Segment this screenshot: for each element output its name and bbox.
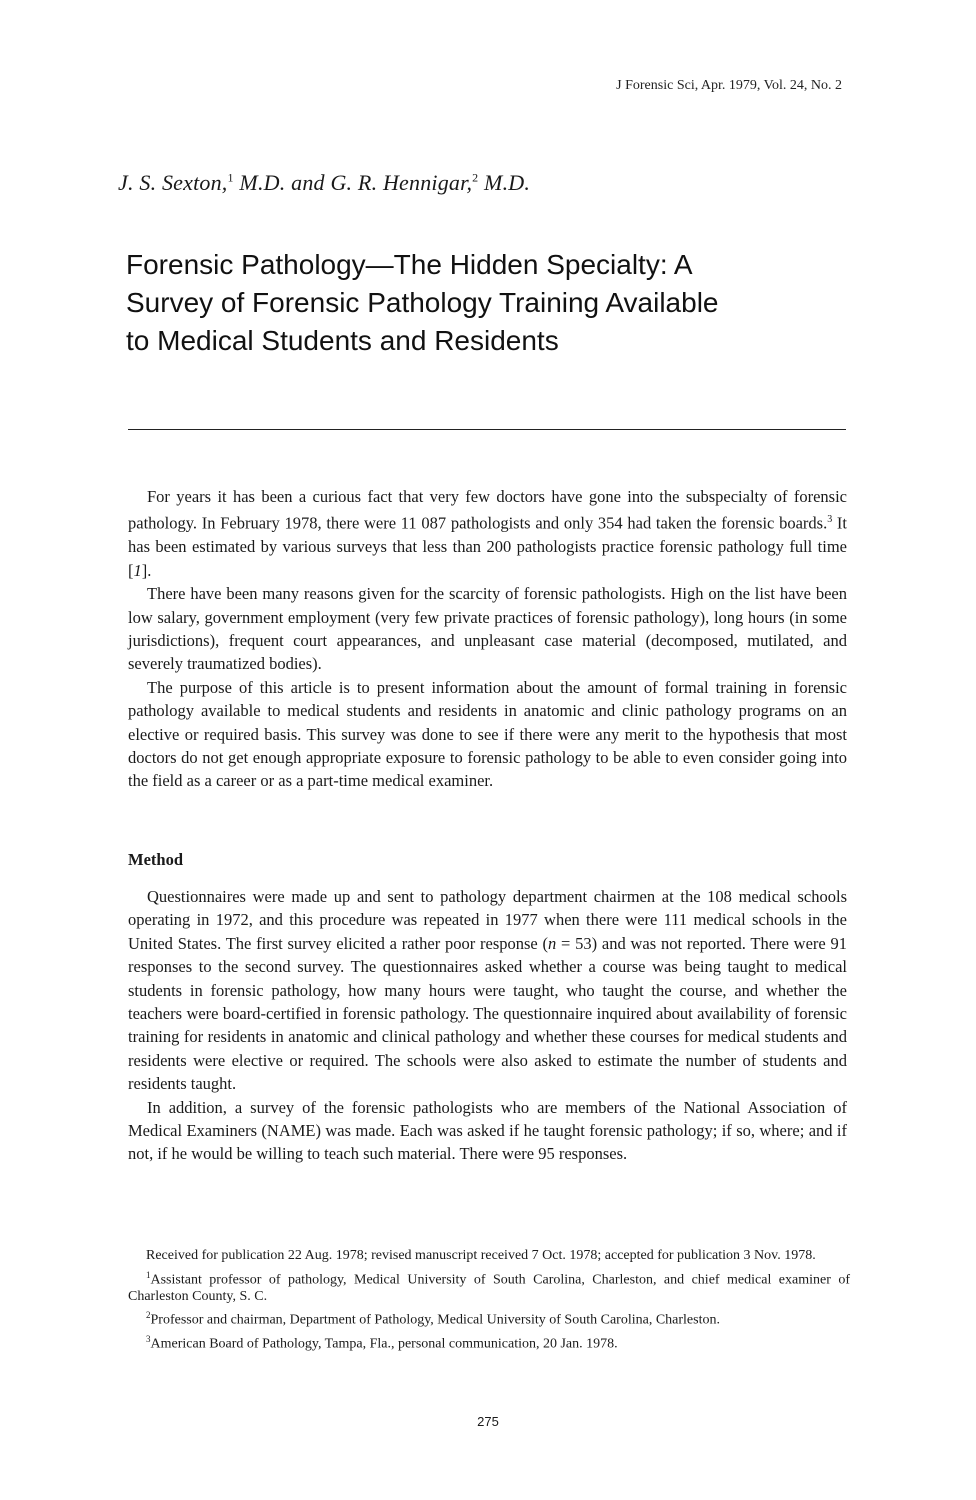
method-paragraph-1 [128, 885, 847, 1096]
method-p1-text-a: Questionnaires were made up and sent to pathology department chairmen at the 108 medical schools operating in 1972, and this procedure was repeated in 1977 when there were 111 medical schools in the United States. The first survey elicited a rather poor response ( [128, 887, 847, 953]
author-byline [118, 170, 530, 196]
footnote-received: Received for publication 22 Aug. 1978; revised manuscript received 7 Oct. 1978; accepted for publication 3 Nov. 1978. [146, 1248, 816, 1263]
intro-p1-reference: 1 [133, 560, 142, 580]
introduction-section [128, 485, 847, 793]
intro-p1-text-c: ]. [141, 560, 152, 580]
author-1-name: J. S. Sexton, [118, 170, 228, 195]
author-2-footnote-mark: 2 [472, 170, 479, 185]
footnote-2-text: Professor and chairman, Department of Pathology, Medical University of South Carolina, Charleston. [150, 1312, 720, 1328]
footnote-3 [128, 1331, 850, 1353]
author-2-degree: M.D. [478, 170, 531, 195]
method-section [128, 885, 847, 1166]
title-line-1: Forensic Pathology—The Hidden Specialty: A [126, 249, 693, 280]
intro-paragraph-2: There have been many reasons given for the scarcity of forensic pathologists. High on the list have been low salary, government employment (very few private practices of forensic pathology), long hours (in some jurisdictions), frequent court appearances, and unpleasant case material (decomposed, mutilated, and severely traumatized bodies). [128, 584, 847, 674]
intro-p1-text-a: For years it has been a curious fact that very few doctors have gone into the subspecialty of forensic pathology. In February 1978, there were 11 087 pathologists and only 354 had taken the forensic boards. [128, 487, 847, 533]
intro-p1-footnote-mark: 3 [827, 514, 833, 526]
footnote-1-text: Assistant professor of pathology, Medical University of South Carolina, Charleston, and chief medical examiner of Charleston County, S. C. [128, 1272, 850, 1304]
article-title [126, 246, 846, 360]
title-line-2: Survey of Forensic Pathology Training Available [126, 287, 719, 318]
footnote-2-mark: 2 [146, 1310, 151, 1321]
author-1-degree: M.D. and [233, 170, 331, 195]
intro-p1-text-b: It has been estimated by various surveys that less than 200 pathologists practice forensic pathology full time [ [128, 513, 847, 580]
intro-paragraph-3: The purpose of this article is to present information about the amount of formal training in forensic pathology available to medical students and residents in anatomic and clinic pathology programs on an elective or required basis. This survey was done to see if there were any merit to the hypothesis that most doctors do not get enough appropriate exposure to forensic pathology to be able to even consider going into the field as a career or as a part-time medical examiner. [128, 677, 847, 791]
title-line-3: to Medical Students and Residents [126, 325, 559, 356]
footnote-1-mark: 1 [146, 1269, 151, 1280]
footnote-1 [128, 1267, 850, 1306]
footnote-2 [128, 1307, 850, 1329]
method-heading: Method [128, 850, 183, 869]
author-2-name: G. R. Hennigar, [330, 170, 473, 195]
method-p1-variable: n [548, 933, 557, 953]
page-number: 275 [477, 1414, 499, 1429]
footnotes [128, 1248, 850, 1355]
footnote-3-mark: 3 [146, 1334, 151, 1345]
method-p1-text-b: = 53) and was not reported. There were 91 responses to the second survey. The questionnaires asked whether a course was being taught to medical students in forensic pathology, how many hours were taught, who taught the course, and whether the teachers were board-certified in forensic pathology. The questionnaire inquired about availability of forensic training for residents in anatomic and clinical pathology and whether these courses for medical students and residents were elective or required. The schools were also asked to estimate the number of students and residents taught. [128, 933, 847, 1094]
intro-paragraph-1 [128, 485, 847, 582]
footnote-3-text: American Board of Pathology, Tampa, Fla., personal communication, 20 Jan. 1978. [150, 1336, 618, 1352]
author-1-footnote-mark: 1 [227, 170, 234, 185]
title-divider [128, 429, 846, 430]
journal-reference: J Forensic Sci, Apr. 1979, Vol. 24, No. 2 [616, 78, 842, 93]
method-paragraph-2: In addition, a survey of the forensic pathologists who are members of the National Association of Medical Examiners (NAME) was made. Each was asked if he taught forensic pathology; if so, where; and if not, if he would be willing to teach such material. There were 95 responses. [128, 1097, 847, 1164]
